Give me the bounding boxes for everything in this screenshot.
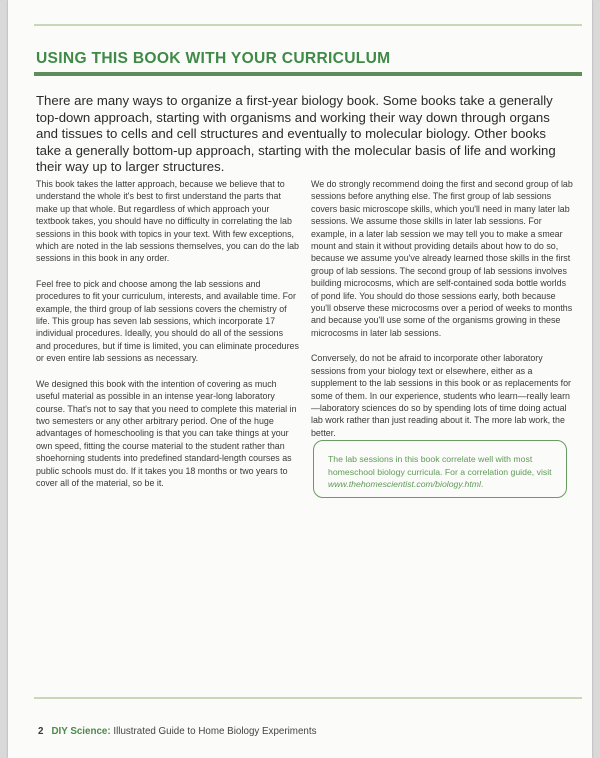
callout-text: The lab sessions in this book correlate well with most homeschool biology curricula. For a correlation guide, visit [328, 454, 552, 477]
book-subtitle: Illustrated Guide to Home Biology Experiments [110, 726, 317, 737]
body-paragraph: Conversely, do not be afraid to incorporate other laboratory sessions from your biology text or elsewhere, either as a supplement to the lab sessions in this book or as replacements for some of them. In our experience, students who learn—really learn—laboratory sciences do so by spending lots of time doing actual lab work rather than just reading about it. The more lab work, the better. [311, 353, 571, 438]
body-paragraph: Feel free to pick and choose among the lab sessions and procedures to fit your curriculum, interests, and available time. For example, the third group of lab sessions covers the chemistry of life. This group has seven lab sessions, which incorporate 17 individual procedures. Ideally, you should do all of the sessions and procedures, but if time is limited, you can eliminate procedures or even entire lab sessions as necessary. [36, 278, 299, 364]
book-title: DIY Science: [51, 726, 111, 737]
callout-link[interactable]: www.thehomescientist.com/biology.html [328, 479, 481, 490]
body-paragraph: This book takes the latter approach, because we believe that to understand the whole it's best to first understand the parts that make up that whole. But regardless of which approach your textbook takes, you should have no difficulty in correlating the lab sessions in this book with topics in your text. With few exceptions, which are noted in the lab sessions themselves, you can do the lab sessions in this book in any order. [36, 179, 299, 264]
page-footer [38, 726, 316, 737]
callout-end: . [480, 479, 484, 490]
left-column [36, 178, 300, 502]
body-paragraph: We do strongly recommend doing the first and second group of lab sessions before anything else. The first group of lab sessions covers basic microscope skills, which you'll need in many later lab sessions. We assume those skills in later lab sessions. For example, in a later lab session we may tell you to make a smear mount and stain it without providing details about how to do so, because we assume you've already learned those skills in the first group of lab sessions. The second group of lab sessions involves building microcosms, which are self-contained soda bottle worlds of pond life. You should do those sessions early, both because you'll observe these microcosms over a period of weeks to months and because you'll use some of the organisms growing in these microcosms in later lab sessions. [311, 179, 573, 338]
right-column [311, 178, 575, 452]
section-title: USING THIS BOOK WITH YOUR CURRICULUM [36, 50, 391, 67]
bottom-rule [34, 697, 582, 699]
top-rule [34, 24, 582, 26]
body-paragraph: We designed this book with the intention of covering as much useful material as possible in an intense year-long laboratory course. That's not to say that you need to complete this material in two semesters or any other arbitrary period. One of the huge advantages of homeschooling is that you can take things at your own speed, fitting the course material to the student rather than shoehorning students into predefined standard-length courses as public schools must do. If it takes you 18 months or two years to cover all of the material, so be it. [36, 378, 297, 488]
callout-box [313, 440, 567, 498]
book-page [8, 0, 592, 758]
title-rule [34, 72, 582, 76]
page-number: 2 [38, 726, 44, 737]
intro-paragraph: There are many ways to organize a first-year biology book. Some books take a generally top-down approach, starting with organisms and working their way down through organs and tissues to cells and cell structures and eventually to molecular biology. Other books take a generally bottom-up approach, starting with the molecular basis of life and working their way up to larger structures. [36, 93, 556, 175]
